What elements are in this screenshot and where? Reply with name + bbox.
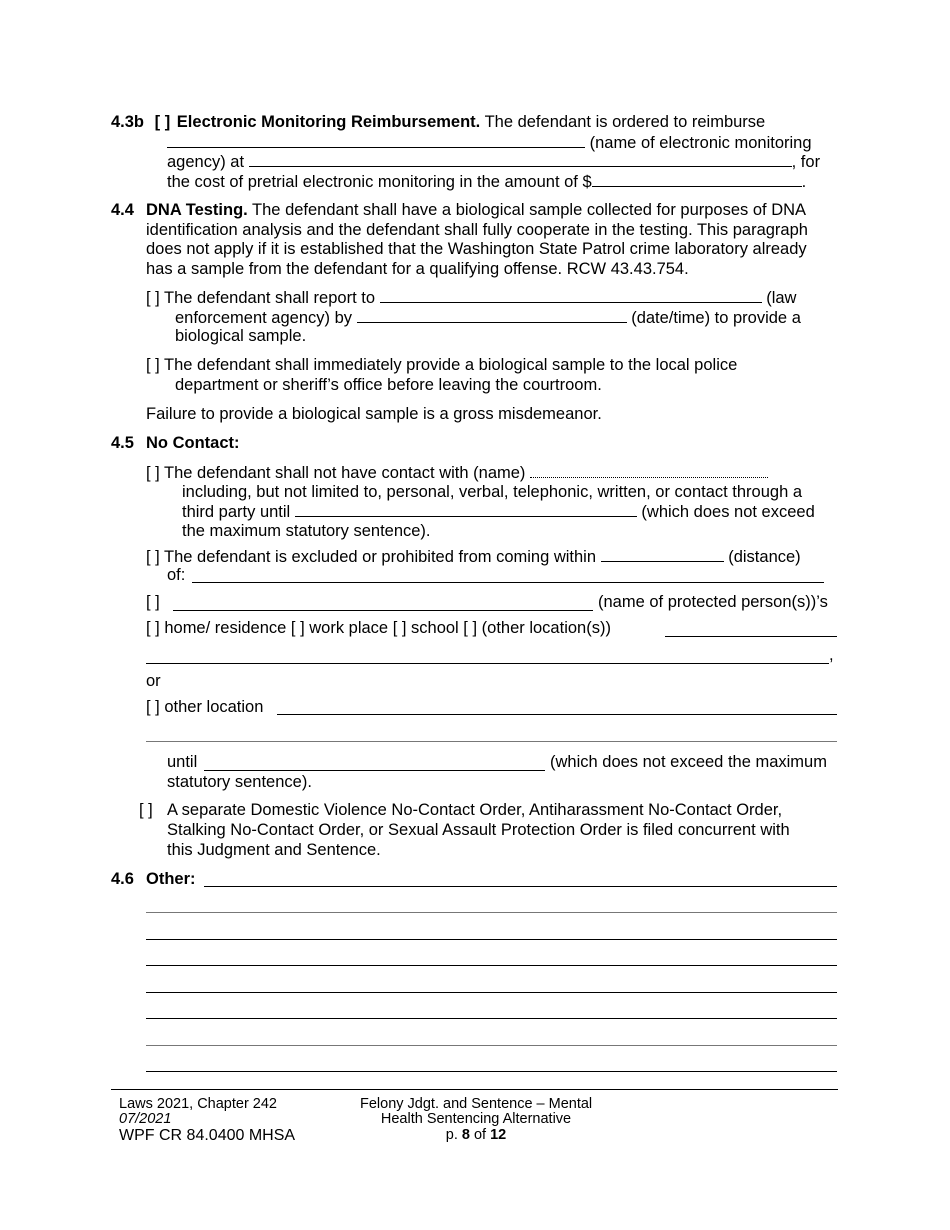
option-text[interactable]: [ ] The defendant is excluded or prohibited from coming within [146, 548, 597, 566]
field-label: (date/time) to provide a [631, 309, 801, 327]
other-locations-field-line2[interactable] [146, 663, 829, 664]
other-field-line7[interactable] [146, 1045, 837, 1046]
current-page: 8 [461, 1127, 470, 1143]
protected-person-label: (name of protected person(s))’s [598, 593, 828, 611]
dna-failure-note: Failure to provide a biological sample is a gross misdemeanor. [146, 405, 602, 423]
other-field-line5[interactable] [146, 992, 837, 993]
field-label: third party until [182, 503, 291, 521]
footer-title-line1: Felony Jdgt. and Sentence – Mental [360, 1096, 593, 1112]
section-text: The defendant is ordered to reimburse [484, 113, 766, 131]
other-field-line4[interactable] [146, 965, 837, 966]
section-4-3b-line4 [167, 171, 806, 192]
field-label: . [801, 173, 807, 191]
separate-order-line3: this Judgment and Sentence. [167, 841, 381, 859]
amount-field[interactable] [592, 171, 802, 187]
other-field-line8[interactable] [146, 1071, 837, 1072]
law-enforcement-agency-field[interactable] [380, 287, 762, 303]
section-number: 4.4 [111, 201, 134, 219]
exclusion-of-label: of: [167, 566, 186, 584]
agency-address-field[interactable] [249, 151, 792, 167]
dna-option-report-line3: biological sample. [175, 327, 307, 345]
location-options[interactable]: [ ] home/ residence [ ] work place [ ] school [ ] (other location(s)) [146, 619, 611, 637]
other-locations-field[interactable] [665, 636, 837, 637]
field-label: the cost of pretrial electronic monitoring in the amount of $ [167, 173, 592, 191]
field-label: (distance) [728, 548, 801, 566]
section-heading: No Contact: [146, 434, 240, 452]
section-4-4-p1 [146, 200, 806, 220]
separate-order-line2: Stalking No-Contact Order, or Sexual Assault Protection Order is filed concurrent with [167, 821, 790, 839]
section-4-3b-line2 [167, 132, 812, 153]
other-field-line3[interactable] [146, 939, 837, 940]
section-heading: DNA Testing. [146, 201, 248, 219]
section-heading: Electronic Monitoring Reimbursement. [176, 113, 481, 131]
footer-law: Laws 2021, Chapter 242 [119, 1096, 277, 1112]
checkbox[interactable]: [ ] [146, 593, 160, 611]
dna-option-report-line2 [175, 307, 801, 328]
comma: , [829, 646, 834, 664]
section-number: 4.5 [111, 434, 134, 452]
no-contact-line3 [182, 501, 815, 522]
section-4-4-p3: does not apply if it is established that the Washington State Patrol crime laboratory already [146, 240, 807, 258]
section-heading: Other: [146, 870, 196, 888]
section-number: 4.3b [111, 113, 145, 131]
protected-person-field[interactable] [173, 610, 593, 611]
exclusion-of-field[interactable] [192, 582, 824, 583]
option-text[interactable]: [ ] The defendant shall not have contact with (name) [146, 464, 526, 482]
field-label: , for [791, 153, 821, 171]
or-text: or [146, 672, 161, 690]
footer-date: 07/2021 [119, 1111, 172, 1127]
distance-field[interactable] [601, 546, 724, 562]
footer-title-line2: Health Sentencing Alternative [380, 1111, 572, 1127]
dna-option-immediate[interactable]: [ ] The defendant shall immediately provide a biological sample to the local police [146, 356, 738, 374]
footer-page-number: p. 8 of 12 [445, 1127, 507, 1143]
footer-divider [111, 1089, 838, 1090]
statutory-label: statutory sentence). [167, 773, 312, 791]
other-field-line2[interactable] [146, 912, 837, 913]
section-4-3b-line1 [111, 112, 765, 132]
no-contact-line4: the maximum statutory sentence). [182, 522, 431, 540]
field-label: (name of electronic monitoring [589, 134, 812, 152]
until-end-label: (which does not exceed the maximum [550, 753, 827, 771]
agency-name-field[interactable] [167, 132, 585, 148]
field-label: enforcement agency) by [175, 309, 353, 327]
other-location-field-line2[interactable] [146, 741, 837, 742]
until-field[interactable] [204, 770, 545, 771]
no-contact-line2: including, but not limited to, personal, verbal, telephonic, written, or contact through a [182, 483, 803, 501]
section-4-4-p2: identification analysis and the defendant shall fully cooperate in the testing. This paragraph [146, 221, 808, 239]
field-label: (which does not exceed [641, 503, 815, 521]
until-label: until [167, 753, 198, 771]
no-contact-until-field[interactable] [295, 501, 637, 517]
date-time-field[interactable] [357, 307, 627, 323]
field-label: (law [766, 289, 797, 307]
no-contact-person [146, 462, 768, 483]
dna-option-report [146, 287, 796, 308]
section-4-4-line1 [111, 200, 134, 220]
other-field-line1[interactable] [204, 886, 837, 887]
separate-order-checkbox[interactable]: [ ] [139, 801, 153, 819]
section-number: 4.6 [111, 870, 134, 888]
footer-form-id: WPF CR 84.0400 MHSA [119, 1127, 296, 1144]
other-location-field[interactable] [277, 714, 837, 715]
section-text: The defendant shall have a biological sample collected for purposes of DNA [252, 201, 807, 219]
section-4-3b-line3 [167, 151, 820, 172]
option-text[interactable]: [ ] The defendant shall report to [146, 289, 376, 307]
protected-person-option [146, 592, 160, 612]
other-field-line6[interactable] [146, 1018, 837, 1019]
checkbox[interactable]: [ ] [154, 113, 171, 131]
separate-order-line1: A separate Domestic Violence No-Contact Order, Antiharassment No-Contact Order, [167, 801, 783, 819]
field-label: agency) at [167, 153, 245, 171]
section-4-4-p4: has a sample from the defendant for a qualifying offense. RCW 43.43.754. [146, 260, 689, 278]
exclusion-option [146, 546, 801, 567]
other-location-option[interactable]: [ ] other location [146, 698, 264, 716]
section-4-5-heading [111, 433, 134, 453]
section-4-6 [111, 869, 134, 889]
protected-person-name-field[interactable] [530, 462, 768, 478]
dna-option-immediate-line2: department or sheriff’s office before leaving the courtroom. [175, 376, 602, 394]
total-pages: 12 [490, 1127, 507, 1143]
